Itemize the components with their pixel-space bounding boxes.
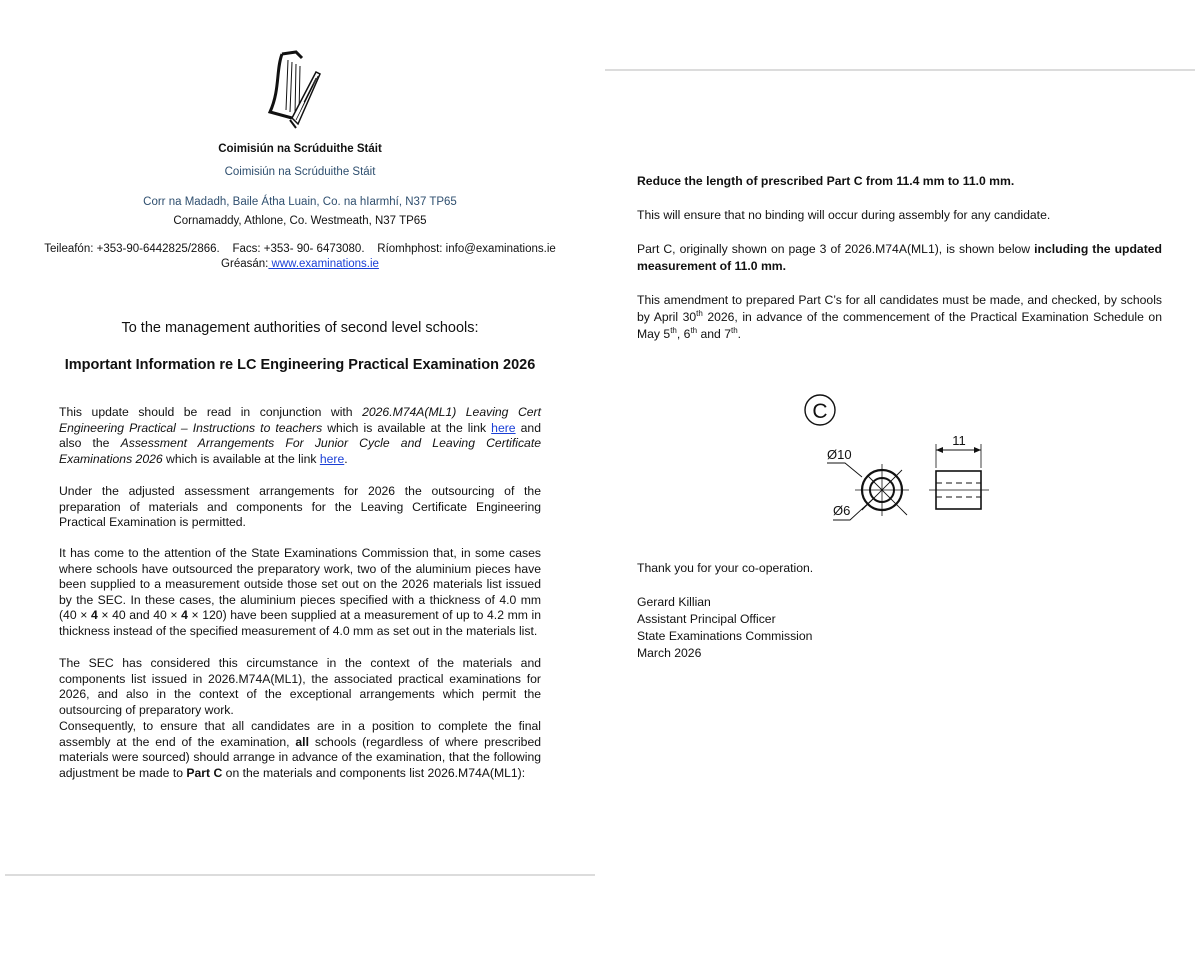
r4-text-2: 2026, in advance of the commencement of the Practical Examination Schedule on May 5 [637, 309, 1162, 341]
paragraph-4: The SEC has considered this circumstance in the context of the materials and components list issued in 2026.M74A(ML1), the associated practical examinations for 2026, and also in the context of the exceptional arrangements which permit the outsourcing of preparatory work. [59, 656, 541, 717]
website-link[interactable]: www.examinations.ie [268, 258, 379, 270]
p3-bold-2: 4 [181, 608, 188, 623]
letter-title: Important Information re LC Engineering Practical Examination 2026 [64, 357, 536, 373]
r4-text-5: . [737, 326, 742, 341]
outer-diameter-label: Ø10 [827, 447, 852, 462]
org-name-irish: Coimisiún na Scrúduithe Stáit [218, 143, 382, 155]
binding-note: This will ensure that no binding will occur during assembly for any candidate. [637, 208, 1051, 222]
p1-text-4: which is available at the link [162, 451, 320, 466]
outer-diameter-leader [827, 463, 862, 477]
web-line [0, 258, 600, 270]
part-c-note [637, 241, 1162, 275]
r4-sup-4: th [731, 325, 738, 335]
p1-text-1: This update should be read in conjunction with [59, 405, 363, 419]
p3-text-1: It has come to the attention of the State Examinations Commission that, in some cases where schools have outsourced the preparatory work, two of the aluminium pieces have been supplied to a measurement outside those set out on the 2026 materials list issued by the SEC. In these cases, the aluminium pieces specified with a thickness of 4.0 mm (40 × [59, 546, 541, 623]
r4-sup-3: th [690, 325, 698, 335]
address-irish: Corr na Madadh, Baile Átha Luain, Co. na hIarmhí, N37 TP65 [143, 196, 457, 208]
signature-date: March 2026 [637, 646, 702, 660]
paragraph-1 [59, 405, 541, 467]
p5-text-1: Consequently, to ensure that all candidates are in a position to complete the final assembly at the end of the examination, [59, 719, 541, 749]
part-c-drawing [795, 390, 1005, 530]
org-name-sub: Coimisiún na Scrúduithe Stáit [224, 166, 376, 178]
web-label: Gréasán: [221, 258, 269, 270]
r4-text-4: and 7 [697, 326, 731, 341]
p1-text-3: and also the [59, 420, 541, 451]
p3-bold-1: 4 [90, 608, 98, 623]
signature-org: State Examinations Commission [637, 629, 813, 643]
p1-doc-title: 2026.M74A(ML1) Leaving Cert Engineering Practical – Instructions to teachers [59, 405, 541, 435]
address-english: Cornamaddy, Athlone, Co. Westmeath, N37 TP65 [173, 215, 427, 227]
r4-sup-2: th [670, 325, 677, 335]
part-label: C [812, 400, 828, 423]
page-2-top-edge [605, 69, 1195, 71]
r3-text-1: Part C, originally shown on page 3 of 2026.M74A(ML1), is shown below [637, 242, 1035, 256]
r3-bold-1: including the updated measurement of 11.0 mm. [637, 242, 1162, 273]
r4-text-1: This amendment to prepared Part C’s for all candidates must be made, and checked, by schools by April 30 [637, 293, 1162, 324]
page-1-bottom-edge [5, 874, 595, 876]
p1-doc-title-2: Assessment Arrangements For Junior Cycle and Leaving Certificate Examinations 2026 [59, 436, 541, 466]
paragraph-5 [59, 719, 541, 781]
amendment-paragraph [637, 292, 1162, 342]
contact-line: Teileafón: +353-90-6442825/2866. Facs: +353- 90- 6473080. Ríomhphost: info@examinations.ie [44, 243, 556, 255]
p3-text-3: × 120) have been supplied at a measurement of up to 4.2 mm in thickness instead of the specified measurement of 4.0 mm as set out in the materials list. [59, 608, 541, 638]
harp-logo-icon [262, 50, 322, 130]
r4-sup-1: th [696, 308, 703, 318]
p5-text-3: on the materials and components list 2026.M74A(ML1): [222, 765, 526, 780]
here-link-1[interactable]: here [491, 420, 516, 435]
p5-bold-2: Part C [186, 765, 223, 780]
dim-arrow-right [974, 447, 981, 453]
inner-diameter-label: Ø6 [833, 503, 851, 518]
p5-bold-1: all [295, 734, 309, 749]
signature-role: Assistant Principal Officer [637, 612, 776, 626]
signature-name: Gerard Killian [637, 595, 711, 609]
p3-text-2: × 40 and 40 × [97, 608, 182, 623]
r4-text-3: , 6 [676, 326, 691, 341]
paragraph-2: Under the adjusted assessment arrangements for 2026 the outsourcing of the preparation of materials and components for the Leaving Certificate Engineering Practical Examination is permitted. [59, 484, 541, 530]
thanks-line: Thank you for your co-operation. [637, 561, 814, 575]
paragraph-3 [59, 546, 541, 640]
dim-arrow-left [936, 447, 943, 453]
p1-text-5: . [344, 451, 348, 466]
here-link-2[interactable]: here [319, 451, 345, 466]
length-label: 11 [952, 433, 966, 448]
p1-text-2: which is available at the link [322, 420, 492, 435]
salutation: To the management authorities of second level schools: [121, 320, 479, 336]
p5-text-2: schools (regardless of where prescribed materials were sourced) should arrange in advance of the examination, that the following adjustment be made to [59, 734, 541, 780]
reduce-instruction: Reduce the length of prescribed Part C from 11.4 mm to 11.0 mm. [637, 174, 1015, 188]
